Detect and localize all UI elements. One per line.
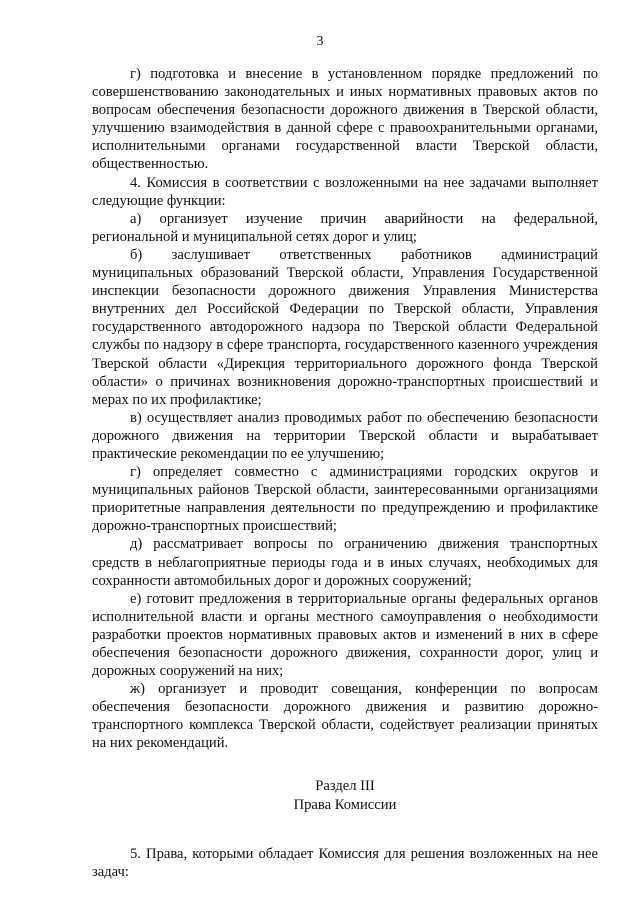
section-number: Раздел III [315, 777, 375, 794]
section-title: Права Комиссии [293, 796, 397, 813]
paragraph-a-accident-study: а) организует изучение причин аварийности на федеральной, региональной и муниципальной сетях дорог и улиц; [92, 210, 598, 245]
paragraph-5-rights: 5. Права, которыми обладает Комиссия для решения возложенных на нее задач: [92, 845, 598, 880]
paragraph-zh-meetings: ж) организует и проводит совещания, конференции по вопросам обеспечения безопасности дорожного движения и развитию дорожно-транспортного комплекса Тверской области, содействует реализации принятых на них рекомендаций. [92, 681, 598, 752]
document-body [92, 65, 598, 881]
paragraph-d-restrictions: д) рассматривает вопросы по ограничению движения транспортных средств в неблагоприятные периоды года и в иных случаях, необходимых для сохранности автомобильных дорог и дорожных сооружений; [92, 536, 598, 589]
section-heading [92, 777, 598, 815]
paragraph-4-functions: 4. Комиссия в соответствии с возложенными на нее задачами выполняет следующие функции: [92, 174, 598, 209]
page-number: 3 [316, 34, 324, 49]
paragraph-g-priorities: г) определяет совместно с администрациями городских округов и муниципальных районов Тверской области, заинтересованными организациями приоритетные направления деятельности по предупреждению и профилактике дорожно-транспортных происшествий; [92, 464, 598, 535]
paragraph-g-proposals: г) подготовка и внесение в установленном порядке предложений по совершенствованию законодательных и иных нормативных правовых актов по вопросам обеспечения безопасности дорожного движения в Тверской области, улучшению взаимодействия в данной сфере с правоохранительными органами, исполнительными органами государственной власти Тверской области, общественностью. [92, 66, 598, 173]
paragraph-e-proposals: е) готовит предложения в территориальные органы федеральных органов исполнительной власти и органы местного самоуправления о необходимости разработки проектов нормативных правовых актов и изменений в них в сфере обеспечения безопасности дорожного движения, сохранности дорог, улиц и дорожных сооружений на них; [92, 590, 598, 680]
paragraph-b-hearings: б) заслушивает ответственных работников администраций муниципальных образований Тверской области, Управления Государственной инспекции безопасности дорожного движения Управления Министерства внутренних дел Российской Федерации по Тверской области, Управления государственного автодорожного надзора по Тверской области Федеральной службы по надзору в сфере транспорта, государственного казенного учреждения Тверской области «Дирекция территориального дорожного фонда Тверской области» о причинах возникновения дорожно-транспортных происшествий и мерах по их профилактике; [92, 246, 598, 408]
paragraph-v-analysis: в) осуществляет анализ проводимых работ по обеспечению безопасности дорожного движения на территории Тверской области и вырабатывает практические рекомендации по ее улучшению; [92, 409, 598, 462]
